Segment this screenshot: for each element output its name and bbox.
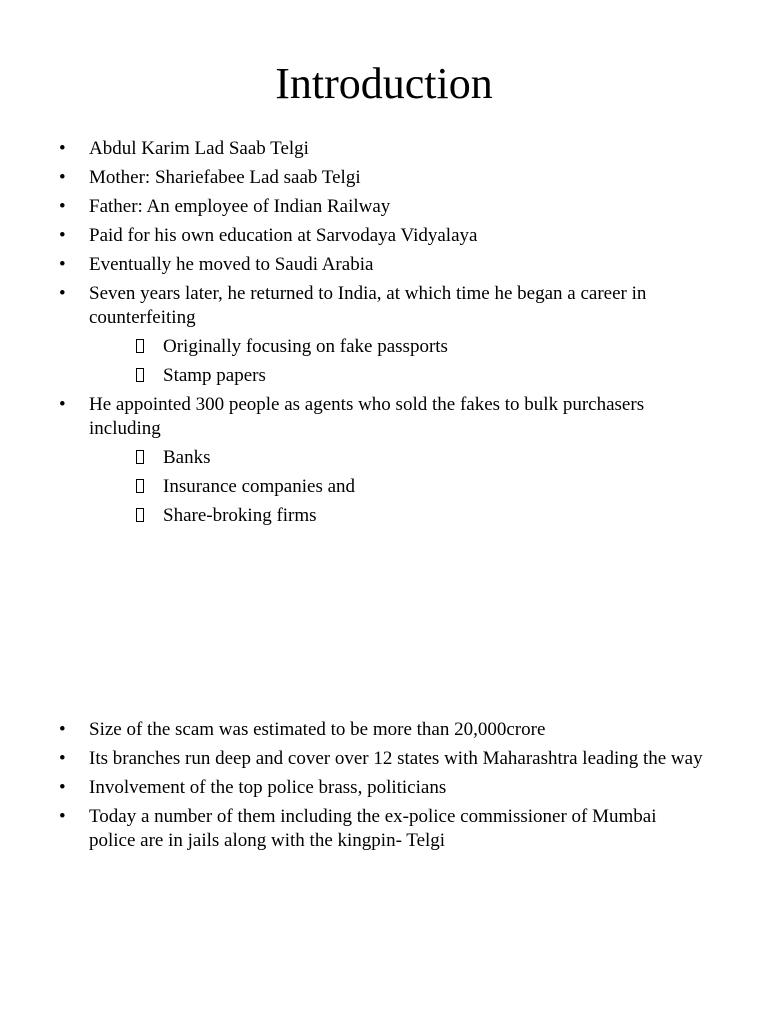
bullet-item (0, 805, 768, 853)
bullet-item (0, 282, 768, 330)
bullet-text: Eventually he moved to Saudi Arabia (89, 254, 374, 275)
sub-bullet-text: Insurance companies and (163, 476, 356, 497)
bullet-icon: • (59, 196, 66, 217)
bullet-icon: • (59, 719, 66, 740)
bullet-icon: • (59, 806, 66, 827)
sub-bullet-text: Stamp papers (163, 365, 266, 386)
missing-glyph-box-icon (136, 450, 144, 464)
bullet-text: Abdul Karim Lad Saab Telgi (89, 138, 309, 159)
missing-glyph-box-icon (136, 479, 144, 493)
bullet-item (0, 224, 768, 248)
bullet-item (0, 718, 768, 742)
bullet-icon: • (59, 777, 66, 798)
bullet-text: Size of the scam was estimated to be more than 20,000crore (89, 719, 546, 740)
sub-bullet-item (0, 335, 768, 359)
bullet-text: Involvement of the top police brass, politicians (89, 777, 447, 798)
bullet-item (0, 137, 768, 161)
sub-bullet-item (0, 475, 768, 499)
page-title: Introduction (275, 59, 493, 108)
bullet-icon: • (59, 748, 66, 769)
missing-glyph-box-icon (136, 339, 144, 353)
bullet-text: He appointed 300 people as agents who sold the fakes to bulk purchasers including (89, 394, 645, 439)
bullet-item (0, 195, 768, 219)
bullet-text: Its branches run deep and cover over 12 states with Maharashtra leading the way (89, 748, 703, 769)
bullet-icon: • (59, 225, 66, 246)
sub-bullet-item (0, 446, 768, 470)
bullet-item (0, 747, 768, 771)
bullet-icon: • (59, 167, 66, 188)
bullet-item (0, 253, 768, 277)
sub-bullet-item (0, 364, 768, 388)
bullet-text: Today a number of them including the ex-police commissioner of Mumbai police are in jails along with the kingpin- Telgi (89, 806, 657, 851)
missing-glyph-box-icon (136, 508, 144, 522)
bullet-icon: • (59, 138, 66, 159)
bullet-text: Mother: Shariefabee Lad saab Telgi (89, 167, 361, 188)
bullet-item (0, 166, 768, 190)
sub-bullet-text: Banks (163, 447, 211, 468)
bullet-icon: • (59, 394, 66, 415)
bullet-list-intro (0, 137, 768, 533)
bullet-text: Father: An employee of Indian Railway (89, 196, 391, 217)
bullet-item (0, 393, 768, 441)
bullet-icon: • (59, 283, 66, 304)
sub-bullet-item (0, 504, 768, 528)
bullet-icon: • (59, 254, 66, 275)
bullet-text: Seven years later, he returned to India, at which time he began a career in counterfeiting (89, 283, 647, 328)
bullet-list-scam (0, 718, 768, 858)
sub-bullet-text: Share-broking firms (163, 505, 317, 526)
bullet-text: Paid for his own education at Sarvodaya Vidyalaya (89, 225, 478, 246)
missing-glyph-box-icon (136, 368, 144, 382)
bullet-item (0, 776, 768, 800)
sub-bullet-text: Originally focusing on fake passports (163, 336, 448, 357)
